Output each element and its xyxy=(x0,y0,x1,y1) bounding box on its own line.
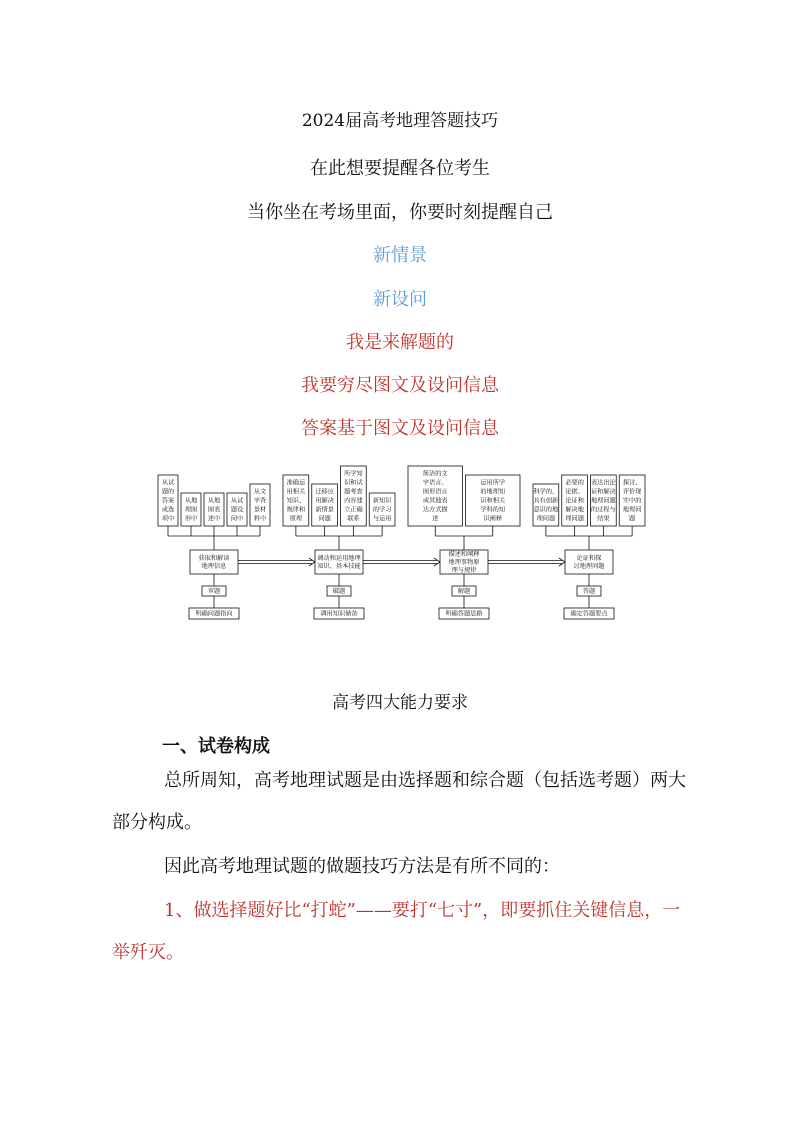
reminder-answer-basis: 答案基于图文及设问信息 xyxy=(301,418,499,439)
ability-box-text: 运用所学的地理知识和相关学科的知识阐释 xyxy=(480,479,506,523)
reminder-new-question: 新设问 xyxy=(373,289,427,310)
arrow-head xyxy=(309,558,315,566)
paragraph-choice-tip: 1、做选择题好比“打蛇”——要打“七寸”，即要抓住关键信息，一举歼灭。 xyxy=(112,900,681,963)
main-ability-box xyxy=(315,550,363,574)
main-ability-text: 获取和解读地理信息 xyxy=(198,555,230,570)
main-ability-box xyxy=(190,550,238,574)
ability-box-text: 准确运用相关知识、规律和原理 xyxy=(286,479,306,523)
section-heading: 一、试卷构成 xyxy=(162,736,270,757)
ability-box-text: 从地图表述中 xyxy=(207,497,221,523)
ability-box-text: 探讨、评价现实中的地理问题 xyxy=(622,479,642,523)
main-ability-text: 描述和阐释地理事物原理与规律 xyxy=(448,551,480,574)
step-text: 答题 xyxy=(582,588,596,595)
ability-box-text: 从文字背景材料中 xyxy=(253,488,267,523)
result-text: 确定答题要点 xyxy=(570,610,608,618)
paragraph-methods: 因此高考地理试题的做题技巧方法是有所不同的： xyxy=(164,856,560,877)
ability-box-text: 迁移应用解决新情景问题 xyxy=(315,488,334,523)
result-text: 调用知识储备 xyxy=(320,610,358,618)
ability-box-text: 所学知识和试题考查内容建立正确联系 xyxy=(344,470,363,523)
result-text: 明确答题思路 xyxy=(445,610,483,618)
reminder-line-1: 在此想要提醒各位考生 xyxy=(310,158,490,179)
ability-box-text: 新知识的学习与运用 xyxy=(372,497,392,523)
reminder-exhaust-info: 我要穷尽图文及设问信息 xyxy=(301,375,499,396)
reminder-solve: 我是来解题的 xyxy=(346,332,454,353)
arrow-head xyxy=(559,558,565,566)
step-text: 解题 xyxy=(457,588,471,595)
ability-flow-diagram xyxy=(150,450,650,630)
step-text: 审题 xyxy=(207,588,221,595)
arrow-head xyxy=(434,558,440,566)
result-text: 明确问题指向 xyxy=(195,610,233,618)
step-text: 破题 xyxy=(332,588,346,595)
ability-box-text: 从试题的答案或选项中 xyxy=(161,479,175,523)
diagram-caption: 高考四大能力要求 xyxy=(332,693,468,713)
ability-box-text: 必要的论据、论证和解决地理问题 xyxy=(565,479,584,523)
main-ability-text: 调动和运用地理知识、基本技能 xyxy=(317,555,361,570)
paragraph-composition: 总所周知，高考地理试题是由选择题和综合题（包括选考题）两大部分构成。 xyxy=(112,770,686,833)
ability-box-text: 表达出论证和解决地理问题的过程与结果 xyxy=(591,479,616,523)
main-ability-text: 论证和探讨地理问题 xyxy=(573,555,605,570)
document-title: 2024届高考地理答题技巧 xyxy=(301,111,499,131)
ability-box-text: 从地理图形中 xyxy=(184,497,198,523)
ability-box-text: 简洁的文字语言、图形语言或其他表达方式描述 xyxy=(422,470,448,523)
ability-box-text: 科学的、具有创新意识的地理问题 xyxy=(533,488,559,523)
ability-box-text: 从试题设问中 xyxy=(230,497,244,523)
main-ability-box xyxy=(565,550,613,574)
reminder-line-2: 当你坐在考场里面，你要时刻提醒自己 xyxy=(247,202,553,223)
reminder-new-scenario: 新情景 xyxy=(373,245,427,266)
